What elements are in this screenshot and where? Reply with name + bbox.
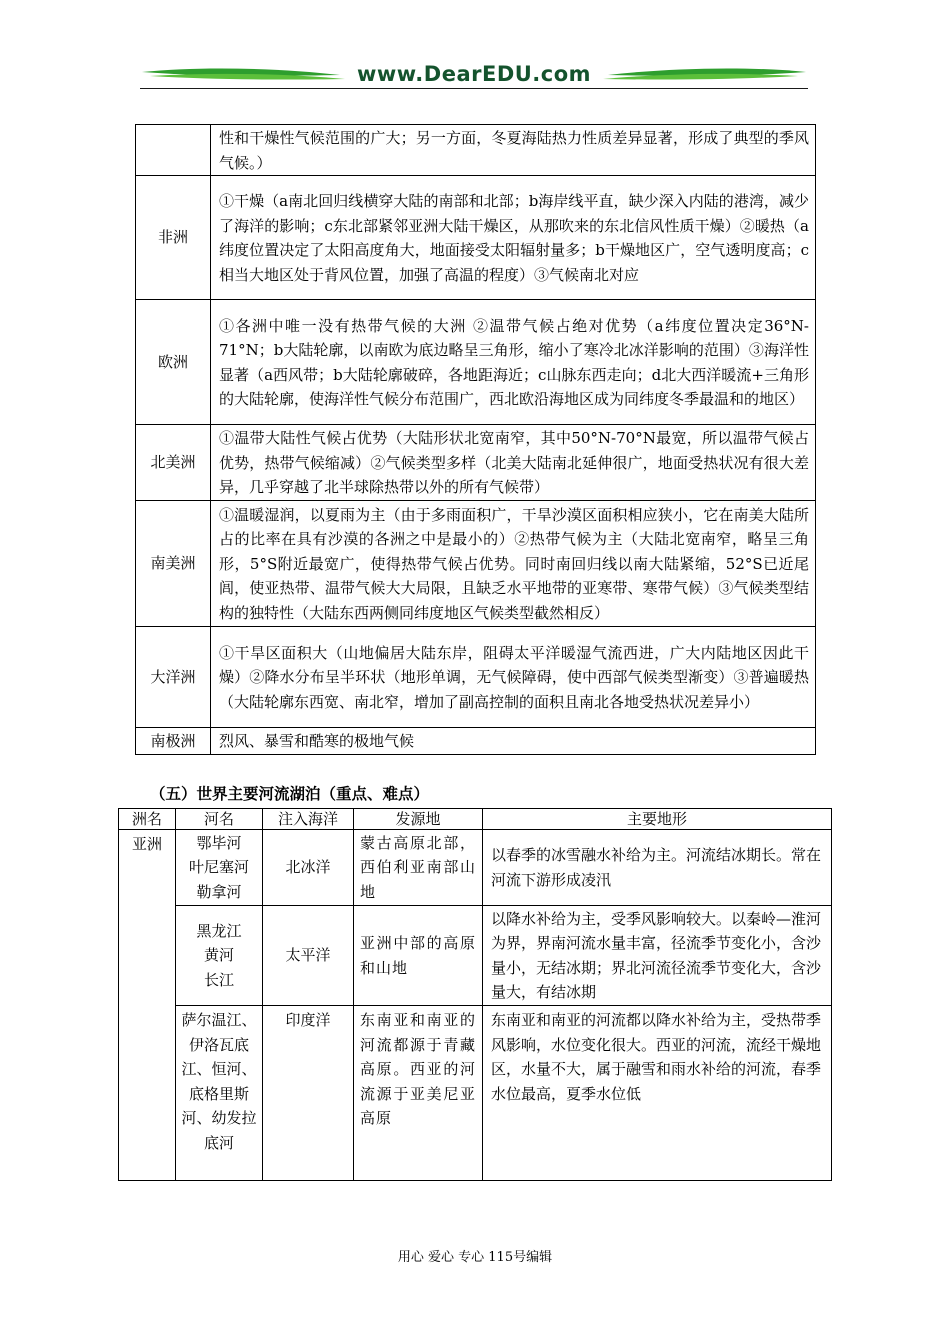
continent-cell: 大洋洲 — [136, 627, 211, 728]
feature-cell: 以春季的冰雪融水补给为主。河流结冰期长。常在河流下游形成凌汛 — [483, 830, 832, 906]
section-title: （五）世界主要河流湖泊（重点、难点） — [150, 784, 430, 803]
continent-cell — [136, 125, 211, 176]
feature-cell: 以降水补给为主，受季风影响较大。以秦岭—淮河为界，界南河流水量丰富，径流季节变化小，含沙量小，无结冰期；界北河流径流季节变化大，含沙量大，有结冰期 — [483, 906, 832, 1006]
table-row — [119, 1006, 832, 1181]
rivers-table — [118, 808, 832, 1181]
climate-text-cell: ①温暖湿润，以夏雨为主（由于多雨面积广，干旱沙漠区面积相应狭小，它在南美大陆所占的比率在具有沙漠的各洲之中是最小的）②热带气候为主（大陆北宽南窄，略呈三角形，5°S附近最宽广，使得热带气候占优势。同时南回归线以南大陆紧缩，52°S已近尾闾，使亚热带、温带气候大大局限，且缺乏水平地带的亚寒带、寒带气候）③气候类型结构的独特性（大陆东西两侧同纬度地区气候类型截然相反） — [211, 501, 816, 627]
header-river: 河名 — [176, 809, 263, 830]
table-header-row — [119, 809, 832, 830]
header-feature: 主要地形 — [483, 809, 832, 830]
source-cell: 蒙古高原北部，西伯利亚南部山地 — [354, 830, 483, 906]
header-ocean: 注入海洋 — [263, 809, 354, 830]
continent-cell: 亚洲 — [119, 830, 176, 1181]
climate-text-cell: 烈风、暴雪和酷寒的极地气候 — [211, 728, 816, 755]
continent-cell: 南极洲 — [136, 728, 211, 755]
climate-text-cell: ①温带大陆性气候占优势（大陆形状北宽南窄，其中50°N-70°N最宽，所以温带气候占优势，热带气候缩减）②气候类型多样（北美大陆南北延伸很广，地面受热状况有很大差异，几乎穿越了北半球除热带以外的所有气候带） — [211, 425, 816, 501]
table-row — [136, 627, 816, 728]
ocean-cell: 太平洋 — [263, 906, 354, 1006]
climate-text-cell: ①干燥（a南北回归线横穿大陆的南部和北部；b海岸线平直，缺少深入内陆的港湾，减少了海洋的影响；c东北部紧邻亚洲大陆干燥区，从那吹来的东北信风性质干燥）②暖热（a纬度位置决定了太阳高度角大，地面接受太阳辐射量多；b干燥地区广，空气透明度高；c相当大地区处于背风位置，加强了高温的程度）③气候南北对应 — [211, 176, 816, 300]
river-names-cell: 萨尔温江、伊洛瓦底江、恒河、底格里斯河、幼发拉底河 — [176, 1006, 263, 1181]
feature-cell: 东南亚和南亚的河流都以降水补给为主，受热带季风影响，水位变化很大。西亚的河流，流经干燥地区，水量不大，属于融雪和雨水补给的河流，春季水位最高，夏季水位低 — [483, 1006, 832, 1181]
source-cell: 亚洲中部的高原和山地 — [354, 906, 483, 1006]
table-row — [136, 501, 816, 627]
river-names-cell: 黑龙江 黄河 长江 — [176, 906, 263, 1006]
header-source: 发源地 — [354, 809, 483, 830]
header-continent: 洲名 — [119, 809, 176, 830]
site-logo-text: www.DearEDU.com — [356, 62, 592, 86]
ocean-cell: 印度洋 — [263, 1006, 354, 1181]
table-row — [136, 176, 816, 300]
river-names-cell: 鄂毕河 叶尼塞河 勒拿河 — [176, 830, 263, 906]
source-cell: 东南亚和南亚的河流都源于青藏高原。西亚的河流源于亚美尼亚高原 — [354, 1006, 483, 1181]
climate-text-cell: ①干旱区面积大（山地偏居大陆东岸，阻碍太平洋暖湿气流西进，广大内陆地区因此干燥）②降水分布呈半环状（地形单调，无气候障碍，使中西部气候类型渐变）③普遍暖热（大陆轮廓东西宽、南北窄，增加了副高控制的面积且南北各地受热状况差异小） — [211, 627, 816, 728]
ocean-cell: 北冰洋 — [263, 830, 354, 906]
continent-cell: 南美洲 — [136, 501, 211, 627]
page-footer: 用心 爱心 专心 115号编辑 — [397, 1250, 553, 1265]
site-header — [140, 58, 808, 92]
table-row — [136, 300, 816, 425]
header-divider — [140, 88, 808, 89]
continent-cell: 欧洲 — [136, 300, 211, 425]
table-row — [136, 125, 816, 176]
continent-cell: 北美洲 — [136, 425, 211, 501]
climate-text-cell: ①各洲中唯一没有热带气候的大洲 ②温带气候占绝对优势（a纬度位置决定36°N-71°N；b大陆轮廓，以南欧为底边略呈三角形，缩小了寒冷北冰洋影响的范围）③海洋性显著（a西风带；b大陆轮廓破碎，各地距海近；c山脉东西走向；d北大西洋暖流+三角形的大陆轮廓，使海洋性气候分布范围广，西北欧沿海地区成为同纬度冬季最温和的地区） — [211, 300, 816, 425]
table-row — [119, 830, 832, 906]
table-row — [136, 425, 816, 501]
table-row — [136, 728, 816, 755]
climate-table — [135, 124, 816, 755]
climate-text-cell: 性和干燥性气候范围的广大；另一方面，冬夏海陆热力性质差异显著，形成了典型的季风气候。） — [211, 125, 816, 176]
table-row — [119, 906, 832, 1006]
continent-cell: 非洲 — [136, 176, 211, 300]
